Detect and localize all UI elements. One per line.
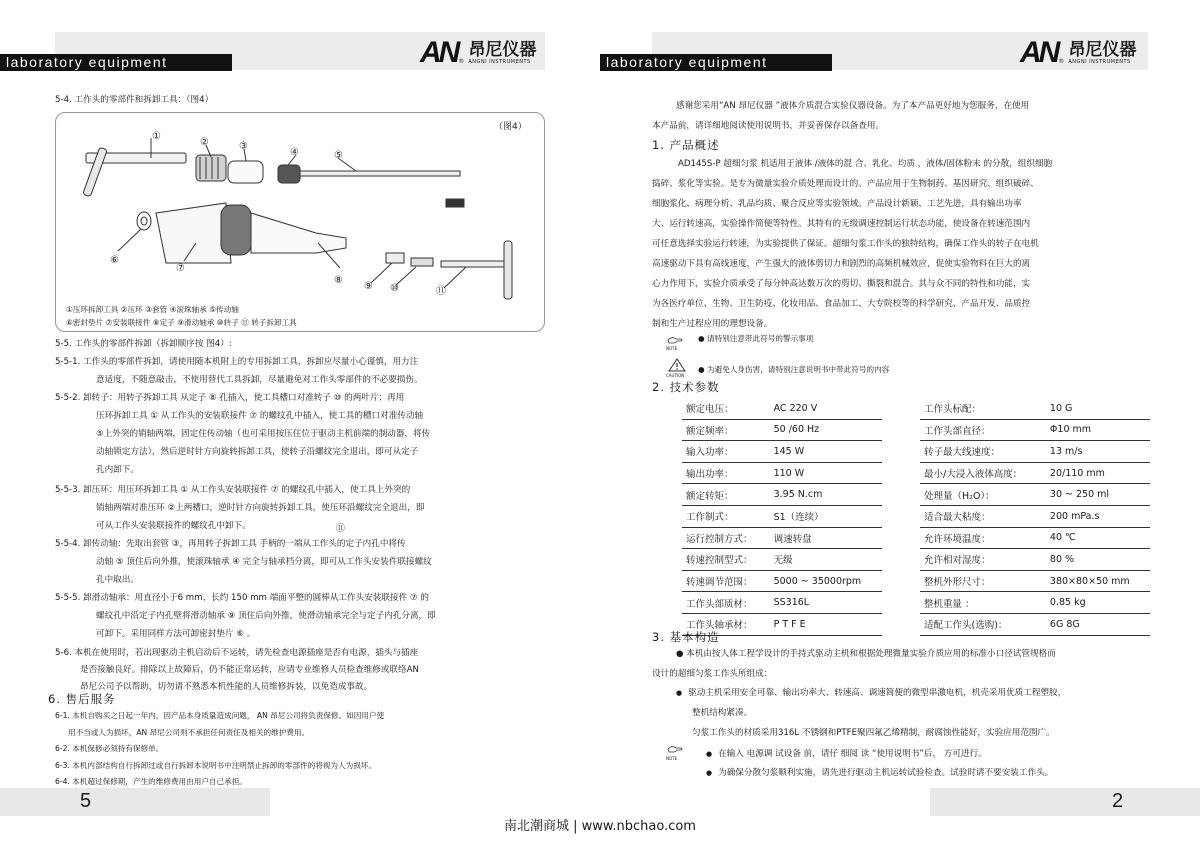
caution-label: CAUTION [666, 373, 685, 378]
note-bullet: ● 在输入 电源调 试设备 前，请仔 细阅 读 “使用说明书”后， 方可进行。 [706, 748, 987, 760]
spec-row [682, 549, 882, 571]
sleeve-3 [228, 161, 263, 183]
text-line: 螺纹孔中沿定子内孔壁将滑动轴承 ⑨ 顶住后向外推，使滑动轴承完全与定子内孔分离，即 [96, 611, 436, 621]
connector-knurl [221, 205, 251, 255]
figure-legend-2: ⑥密封垫片 ⑦安装联接件 ⑧定子 ⑨滑动轴承 ⑩转子 ⑪ 转子拆卸工具 [66, 318, 297, 327]
text-line: 5-5-4. 卸传动轴：先取出套管 ③，再用转子拆卸工具 手柄的一端从工作头的定子内孔中将传 [55, 539, 406, 549]
service-line: 6-4. 本机超过保修期，产生的维修费用由用户自己承担。 [55, 777, 247, 786]
fig-num-2: ② [200, 137, 209, 148]
shaft-tip [446, 199, 464, 207]
intro-line: 感谢您采用“AN 昂尼仪器 ”液体介质混合实验仪器设备。为了本产品更好地为您服务，在使用 [676, 101, 1030, 111]
structure-line: 设计的超细匀浆工作头所组成： [652, 669, 773, 679]
section-title-5-5: 5-5. 工作头的零部件拆卸（拆卸顺序按 图4）: [55, 339, 232, 349]
spec-row [682, 462, 882, 484]
structure-line: 匀浆工作头的材质采用316L 不锈钢和PTFE聚四氟乙烯精制，耐腐蚀性能好，实验应用范围广。 [692, 728, 1055, 738]
spec-value: 380×80×50 mm [1046, 570, 1150, 592]
note-warning-text: ● 请特别注意带此符号的警示事项 [698, 334, 814, 343]
spec-key: 转速调节范围： [682, 570, 770, 592]
parts-figure [55, 112, 545, 332]
spec-row [682, 505, 882, 527]
overview-line: AD145S-P 超细匀浆 机适用于液体 /液体的混 合、乳化、均质 ，液体/固体粉末 的分散，组织细胞 [678, 159, 1053, 169]
overview-line: 大、运行转速高，实验操作简便等特性。其特有的无级调速控制运行状态功能，使设备在转速范围内 [652, 219, 1031, 229]
circled-eleven: ⑪ [336, 524, 346, 534]
bearing-4 [278, 165, 300, 183]
spec-key: 输入功率： [682, 441, 770, 463]
spec-value: 20/110 mm [1046, 462, 1150, 484]
page-number: 2 [1112, 790, 1124, 812]
spec-key: 转速控制型式： [682, 549, 770, 571]
text-line: 是否接触良好。排除以上故障后，仍不能正常运转，应请专业维修人员检查维修或联络AN [80, 665, 419, 675]
overview-line: 心力作用下，实验介质承受了每分钟高达数万次的剪切、撕裂和混合。其与众不同的特性和功能，实 [652, 279, 1031, 289]
note-hand-icon [666, 743, 684, 757]
spec-value: 145 W [770, 441, 882, 463]
spec-value: 40 ℃ [1046, 527, 1150, 549]
spec-key: 输出功率： [682, 462, 770, 484]
fig-num-1: ① [152, 131, 161, 142]
overview-line: 可任意选择实验运行转速，为实验提供了保证。超细匀浆工作头的独特结构，确保工作头的转子在电机 [652, 239, 1039, 249]
text-line: 5-6. 本机在使用时，若出现驱动主机启动后不运转，请先检查电源插座是否有电源，插头与插座 [55, 648, 419, 658]
connector-7 [156, 203, 231, 263]
fig-num-6: ⑥ [110, 255, 119, 266]
spec-row [920, 549, 1150, 571]
spec-value: 30 ~ 250 ml [1046, 484, 1150, 506]
spec-value: 5000 ~ 35000rpm [770, 570, 882, 592]
spec-row [682, 592, 882, 614]
spec-value: AC 220 V [770, 398, 882, 419]
overview-line: 高速驱动下具有高线速度，产生强大的液体剪切力和剧烈的高频机械效应，促使实验物料在巨大的离 [652, 259, 1031, 269]
figure-label: （图4） [494, 122, 527, 132]
spec-key: 额定电压： [682, 398, 770, 419]
structure-bullet: ● 驱动主机采用安全可靠、输出功率大、转速高、调速简便的微型串激电机，机壳采用优质工程塑胶， [676, 687, 1066, 699]
section-title-2: 2. 技术参数 [652, 380, 720, 394]
footer-band [0, 788, 270, 816]
section-title-5-4: 5-4. 工作头的零部件和拆卸工具：（图4） [55, 95, 214, 105]
spec-row [682, 441, 882, 463]
stator-8 [251, 213, 346, 253]
section-title-1: 1. 产品概述 [652, 138, 720, 152]
spec-row [920, 613, 1150, 635]
spec-key: 工作制式： [682, 505, 770, 527]
spec-value: 0.85 kg [1046, 592, 1150, 614]
text-line: 昂尼公司予以帮助，切勿请不熟悉本机性能的人员维修拆装，以免造成事故。 [80, 682, 373, 692]
fig-num-4: ④ [290, 147, 299, 158]
tool-11-handle [504, 241, 512, 299]
text-line: 意适度，不随意敲击，不使用替代工具拆卸，尽量避免对工作头零部件的不必要损伤。 [96, 375, 423, 385]
spec-value: 13 m/s [1046, 441, 1150, 463]
note-label: NOTE [666, 756, 678, 761]
tool-11-shaft [441, 261, 511, 267]
spec-row [920, 398, 1150, 419]
spec-value: 50 /60 Hz [770, 419, 882, 441]
shaft-5 [300, 171, 460, 176]
page-number: 5 [80, 790, 92, 812]
text-line: 5-5-5. 卸滑动轴承：用直径小于6 mm、长约 150 mm 端面平整的圆棒从工作头安装联接件 ⑦ 的 [55, 593, 429, 603]
spec-key: 适合最大粘度： [920, 505, 1046, 527]
spec-key: 额定转矩： [682, 484, 770, 506]
spec-row [682, 398, 882, 419]
footer-band [930, 788, 1200, 816]
text-line: 5-5-1. 工作头的零部件拆卸，请使用随本机附上的专用拆卸工具，拆卸应尽量小心谨慎，用力注 [55, 357, 419, 367]
text-line: 销轴两端对准压环 ②上两槽口，逆时针方向旋转拆卸工具，使压环沿螺纹完全退出，即 [96, 503, 425, 513]
overview-line: 为各医疗单位、生物、卫生防疫、化妆用品、食品加工、大专院校等的科学研究、产品开发、品质控 [652, 299, 1031, 309]
text-line: 压环拆卸工具 ① 从工作头的安装联接件 ⑦ 的螺纹孔中插入，使工具的槽口对准传动轴 [96, 411, 424, 421]
spec-key: 允许相对湿度： [920, 549, 1046, 571]
spec-row [682, 570, 882, 592]
spec-key: 运行控制方式： [682, 527, 770, 549]
text-line: 动轴 ⑤ 顶住后向外推，使滚珠轴承 ④ 完全与轴承档分离，即可从工作头安装件联接螺纹 [96, 557, 432, 567]
fig-num-8: ⑧ [334, 275, 343, 286]
text-line: 动轴锁定方法），然后逆时针方向旋转拆卸工具，使转子沿螺纹完全退出，即可从定子 [96, 447, 419, 457]
fig-num-5: ⑤ [334, 150, 343, 161]
spec-row [920, 441, 1150, 463]
header-bar: laboratory equipment [600, 54, 832, 71]
note-label: NOTE [666, 346, 678, 351]
spec-value: 6G 8G [1046, 613, 1150, 635]
text-line: 可卸下。采用同样方法可卸密封垫片 ⑥ 。 [96, 629, 256, 639]
overview-line: 捣碎、浆化等实验。是专为微量实验介质处理而设计的。产品应用于生物制药、基因研究、组织破碎、 [652, 179, 1039, 189]
spec-value: S1（连续） [770, 505, 882, 527]
text-line: 孔中取出。 [96, 575, 139, 585]
intro-line: 本产品前，请详细地阅读使用说明书，并妥善保存以备查用。 [652, 121, 885, 131]
caution-text: ● 为避免人身伤害，请特别注意说明书中带此符号的内容 [698, 365, 890, 374]
spec-row [682, 527, 882, 549]
spec-key: 工作头部质材： [682, 592, 770, 614]
spec-value: 80 % [1046, 549, 1150, 571]
spec-row [920, 419, 1150, 441]
service-line: 6-3. 本机内部结构自行拆卸过或自行拆卸本说明书中注明禁止拆卸的零部件的将视为人为损坏。 [55, 761, 376, 770]
spec-row [920, 462, 1150, 484]
structure-line: 整机结构紧凑。 [692, 708, 753, 718]
spec-value: P T F E [770, 613, 882, 635]
spec-row [682, 484, 882, 506]
spec-row [920, 527, 1150, 549]
spec-key: 最小/大浸入液体高度： [920, 462, 1046, 484]
spec-key: 允许环境温度： [920, 527, 1046, 549]
service-line: 6-2. 本机保修必须持有保修单。 [55, 744, 164, 753]
spec-key: 整机重量 ： [920, 592, 1046, 614]
spec-key: 额定频率： [682, 419, 770, 441]
fig-num-3: ③ [239, 141, 248, 152]
fig-num-10: ⑩ [390, 283, 399, 294]
spec-value: 10 G [1046, 398, 1150, 419]
spec-key: 处理量（H₂O）： [920, 484, 1046, 506]
spec-value: 200 mPa.s [1046, 505, 1150, 527]
service-line: 6-1. 本机自购买之日起一年内，因产品本身质量造成问题， AN 昂尼公司将负责保修。如因用户使 [55, 711, 385, 720]
spec-key: 工作头标配： [920, 398, 1046, 419]
text-line: ⑤上外突的销轴两端，固定住传动轴（也可采用按压住位于驱动主机前端的制动器，将传 [96, 429, 431, 439]
spec-row [920, 570, 1150, 592]
caution-triangle-icon [668, 358, 686, 372]
brand-logo: AN ® 昂尼仪器 ANGNI INSTRUMENTS [1020, 36, 1137, 69]
footer-site: 南北潮商城 | www.nbchao.com [504, 819, 696, 834]
spec-row [920, 505, 1150, 527]
section-title-3: 3. 基本构造 [652, 630, 720, 644]
spec-value: Φ10 mm [1046, 419, 1150, 441]
bearing-9 [386, 253, 404, 263]
spec-table-right [920, 398, 1150, 636]
overview-line: 制和生产过程应用的理想设备。 [652, 319, 773, 329]
spec-value: 调速转盘 [770, 527, 882, 549]
overview-line: 细胞浆化、病理分析、乳品均质、聚合反应等实验领域。产品设计新颖、工艺先进，具有输出功率 [652, 199, 1022, 209]
figure-legend-1: ①压环拆卸工具 ②压环 ③套管 ④滚珠轴承 ⑤传动轴 [66, 305, 239, 314]
brand-logo: AN ® 昂尼仪器 ANGNI INSTRUMENTS [420, 36, 537, 69]
gasket-6 [137, 212, 151, 230]
spec-value: 无级 [770, 549, 882, 571]
structure-line: ● 本机由按人体工程学设计的手持式驱动主机和根据处理微量实验介质应用的标准小口径试管规格而 [676, 649, 1056, 659]
text-line: 5-5-2. 卸转子：用转子拆卸工具 从定子 ⑧ 孔插入，使工具槽口对准转子 ⑩ 的两叶片；再用 [55, 393, 405, 403]
parts-diagram [56, 113, 544, 331]
spec-row [682, 419, 882, 441]
spec-row [920, 484, 1150, 506]
service-line: 用不当或人为损坏，AN 昂尼公司则不承担任何责任及相关的维护费用。 [68, 728, 310, 737]
fig-num-7: ⑦ [176, 263, 185, 274]
text-line: 可从工作头安装联接件的螺纹孔中卸下。 [96, 521, 251, 531]
right-page [600, 0, 1200, 848]
rotor-10 [411, 258, 433, 266]
spec-key: 工作头部直径： [920, 419, 1046, 441]
text-line: 5-5-3. 卸压环：用压环拆卸工具 ① 从工作头安装联接件 ⑦ 的螺纹孔中插入，使工具上外突的 [55, 485, 411, 495]
spec-value: SS316L [770, 592, 882, 614]
spec-value: 110 W [770, 462, 882, 484]
text-line: 孔内卸下。 [96, 465, 139, 475]
note-bullet: ● 为确保分散匀浆顺利实施，请先进行驱动主机运转试验检查。试验时请不要安装工作头。 [706, 767, 1053, 779]
spec-key: 整机外形尺寸： [920, 570, 1046, 592]
fig-num-11: ⑪ [436, 286, 446, 297]
fig-num-9: ⑨ [364, 281, 373, 292]
header-bar: laboratory equipment [0, 54, 232, 71]
spec-key: 工作头轴承材： [682, 613, 770, 635]
section-title-6: 6. 售后服务 [48, 692, 116, 706]
spec-key: 适配工作头(选购)： [920, 613, 1046, 635]
spec-table-left [682, 398, 882, 636]
spec-row [920, 592, 1150, 614]
spec-key: 转子最大线速度： [920, 441, 1046, 463]
spec-value: 3.95 N.cm [770, 484, 882, 506]
